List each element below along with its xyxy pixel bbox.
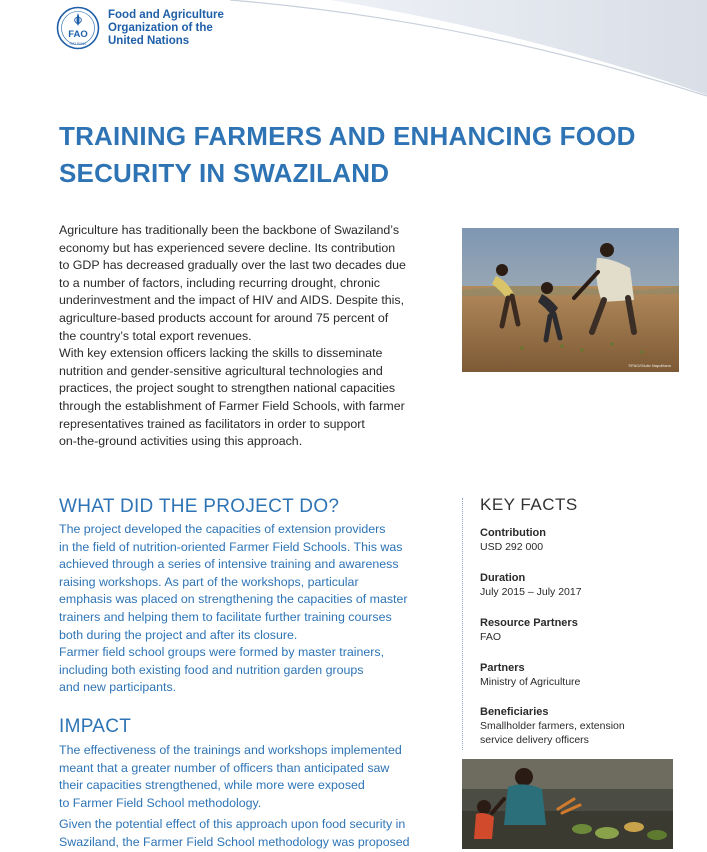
title-line: TRAINING FARMERS AND ENHANCING FOOD (59, 121, 636, 151)
org-line: Food and Agriculture (108, 9, 224, 21)
fact-value: service delivery officers (480, 734, 589, 746)
fact-contribution (480, 526, 680, 554)
fact-value: Ministry of Agriculture (480, 676, 581, 688)
text-line: Agriculture has traditionally been the backbone of Swaziland’s (59, 223, 400, 237)
photo-credit: ©FAO/Giulio Napolitano (628, 363, 671, 368)
text-line: to Farmer Field School methodology. (59, 795, 262, 810)
key-facts-divider (462, 498, 463, 750)
text-line: their capacities strengthened, while more were exposed (59, 778, 365, 793)
text-line: meant that a greater number of officers than anticipated saw (59, 760, 390, 775)
fact-partners (480, 661, 680, 689)
text-line: trainers and helping them to facilitate further training courses (59, 609, 392, 624)
org-line: United Nations (108, 35, 190, 47)
fact-duration (480, 571, 680, 599)
key-facts-heading: KEY FACTS (480, 495, 578, 514)
fact-label: Resource Partners (480, 617, 578, 629)
fact-label: Partners (480, 662, 525, 674)
fact-resource-partners (480, 616, 680, 644)
photo-illustration (462, 228, 679, 372)
organization-name (108, 9, 268, 48)
text-line: The effectiveness of the trainings and workshops implemented (59, 743, 402, 757)
text-line: to GDP has decreased gradually over the last two decades due (59, 258, 406, 273)
text-line: underinvestment and the impact of HIV and AIDS. Despite this, (59, 293, 405, 308)
fact-value: July 2015 – July 2017 (480, 586, 582, 598)
text-line: economy but has experienced severe decline. Its contribution (59, 240, 396, 255)
project-paragraph (59, 521, 444, 644)
impact-heading: IMPACT (59, 716, 132, 737)
intro-paragraph (59, 222, 441, 345)
photo-illustration (462, 759, 673, 849)
text-line: raising workshops. As part of the workshops, particular (59, 574, 359, 589)
page-title (59, 118, 679, 192)
header-curve (0, 0, 707, 110)
text-line: both during the project and after its closure. (59, 627, 298, 642)
text-line: the country’s total export revenues. (59, 328, 252, 343)
fact-value: FAO (480, 631, 502, 643)
org-line: Organization of the (108, 22, 213, 34)
svg-text:FIAT PANIS: FIAT PANIS (69, 42, 87, 46)
title-line: SECURITY IN SWAZILAND (59, 158, 390, 188)
text-line: With key extension officers lacking the skills to disseminate (59, 346, 383, 361)
project-paragraph (59, 644, 444, 697)
fact-label: Contribution (480, 527, 546, 539)
impact-paragraph (59, 816, 444, 851)
text-line: representatives trained as facilitators in order to support (59, 416, 365, 431)
text-line: achieved through a series of intensive training and awareness (59, 557, 399, 572)
text-line: Given the potential effect of this approach upon food security in (59, 817, 406, 832)
fact-value: Smallholder farmers, extension (480, 720, 625, 732)
woman-vegetables-photo (462, 759, 673, 849)
text-line: through the establishment of Farmer Field Schools, with farmer (59, 398, 405, 413)
fao-logo[interactable] (56, 6, 100, 50)
text-line: nutrition and gender-sensitive agricultural technologies and (59, 363, 383, 378)
text-line: including both existing food and nutrition garden groups (59, 662, 364, 677)
impact-text (59, 742, 444, 852)
text-line: The project developed the capacities of extension providers (59, 522, 386, 536)
project-text (59, 521, 444, 697)
svg-text:FAO: FAO (68, 29, 88, 40)
text-line: practices, the project sought to strengthen national capacities (59, 381, 396, 396)
text-line: Farmer field school groups were formed by master trainers, (59, 645, 385, 660)
fact-beneficiaries (480, 705, 680, 747)
text-line: emphasis was placed on strengthening the capacities of master (59, 592, 408, 607)
text-line: Swaziland, the Farmer Field School methodology was proposed (59, 834, 410, 849)
fact-label: Beneficiaries (480, 706, 549, 718)
impact-paragraph (59, 742, 444, 812)
text-line: and new participants. (59, 680, 177, 695)
fact-label: Duration (480, 572, 526, 584)
fact-value: USD 292 000 (480, 541, 544, 553)
text-line: to a number of factors, including recurring drought, chronic (59, 275, 380, 290)
intro-text (59, 222, 441, 451)
text-line: on-the-ground activities using this approach. (59, 434, 303, 449)
text-line: agriculture-based products account for around 75 percent of (59, 310, 389, 325)
intro-paragraph (59, 345, 441, 451)
text-line: in the field of nutrition-oriented Farmer Field Schools. This was (59, 539, 403, 554)
farmers-planting-photo (462, 228, 679, 372)
project-heading: WHAT DID THE PROJECT DO? (59, 496, 340, 517)
